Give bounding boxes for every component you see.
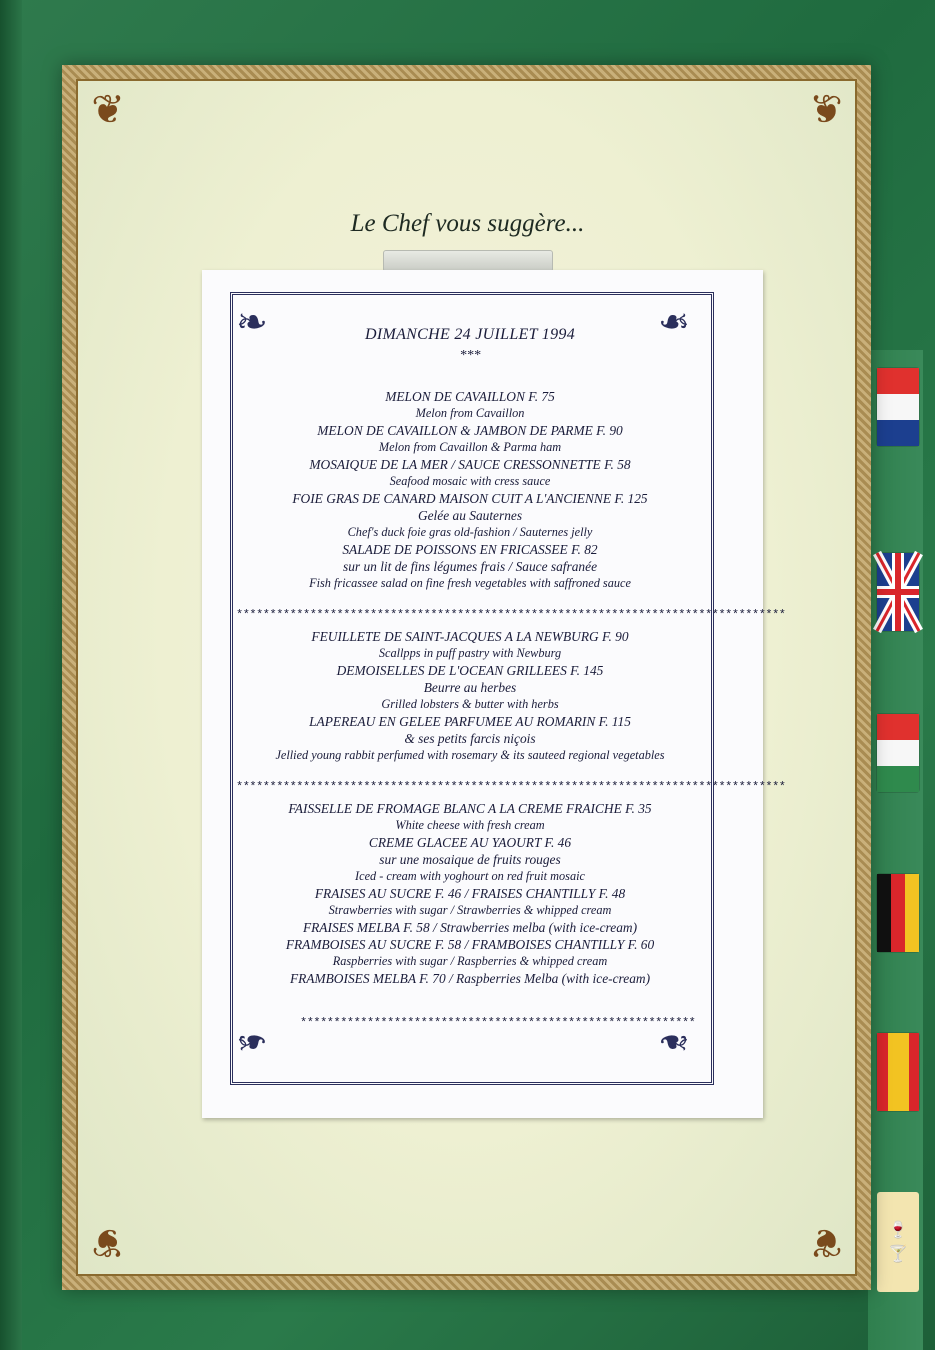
section-divider: ********************************************************************************** <box>236 608 786 622</box>
dish-line: LAPEREAU EN GELEE PARFUMEE AU ROMARIN F. 115 <box>309 714 631 729</box>
corner-ornament-bottom-left: ❦ <box>91 1219 125 1265</box>
flag-tab-spain[interactable] <box>877 1033 919 1111</box>
date-stars: *** <box>459 348 481 363</box>
flag-tab-france[interactable] <box>877 368 919 446</box>
flag-tab-uk[interactable] <box>877 553 919 631</box>
corner-ornament-bottom-right: ❦ <box>809 1219 843 1265</box>
menu-section-mains <box>232 628 708 764</box>
dish-translation: Iced - cream with yoghourt on red fruit mosaic <box>355 869 585 883</box>
union-jack-icon <box>877 553 919 631</box>
dish-line: DEMOISELLES DE L'OCEAN GRILLEES F. 145 <box>336 663 604 678</box>
dish-translation: Raspberries with sugar / Raspberries & whipped cream <box>332 954 608 968</box>
flag-tab-third[interactable] <box>877 714 919 792</box>
dish-translation: Chef's duck foie gras old-fashion / Sauternes jelly <box>347 525 593 539</box>
dish-line: CREME GLACEE AU YAOURT F. 46 <box>368 835 572 850</box>
cocktail-icon: 🍸 <box>888 1246 908 1263</box>
dish-line: sur une mosaique de fruits rouges <box>379 852 561 867</box>
dish-line: FRAMBOISES AU SUCRE F. 58 / FRAMBOISES CHANTILLY F. 60 <box>285 937 655 952</box>
dish-line: FRAISES MELBA F. 58 / Strawberries melba (with ice-cream) <box>302 920 638 935</box>
flag-tab-germany[interactable] <box>877 874 919 952</box>
dish-translation: Melon from Cavaillon <box>415 406 525 420</box>
binding-spine <box>0 0 22 1350</box>
dish-line: FRAISES AU SUCRE F. 46 / FRAISES CHANTILLY F. 48 <box>314 886 626 901</box>
menu-section-starters <box>232 388 708 592</box>
dish-translation: Scallpps in puff pastry with Newburg <box>378 646 562 660</box>
menu-date: DIMANCHE 24 JUILLET 1994 <box>364 326 576 343</box>
dish-line: MOSAIQUE DE LA MER / SAUCE CRESSONNETTE F. 58 <box>309 457 631 472</box>
bottom-divider: *********************************************************** <box>300 1016 696 1030</box>
corner-ornament-top-right: ❦ <box>809 87 843 133</box>
dish-line: Beurre au herbes <box>423 680 517 695</box>
dish-translation: Grilled lobsters & butter with herbs <box>381 697 559 711</box>
dish-line: SALADE DE POISSONS EN FRICASSEE F. 82 <box>342 542 598 557</box>
dish-translation: Melon from Cavaillon & Parma ham <box>378 440 562 454</box>
dish-translation: White cheese with fresh cream <box>395 818 545 832</box>
sheet-ornament-bottom-left: ❧ <box>236 1020 268 1064</box>
section-divider: ********************************************************************************** <box>236 780 786 794</box>
dish-line: MELON DE CAVAILLON & JAMBON DE PARME F. 90 <box>317 423 623 438</box>
sheet-holder-clip <box>383 250 553 272</box>
wine-glass-icon: 🍷 <box>888 1222 908 1239</box>
dish-translation: Jellied young rabbit perfumed with rosemary & its sauteed regional vegetables <box>275 748 665 762</box>
dish-line: sur un lit de fins légumes frais / Sauce safranée <box>342 559 598 574</box>
dish-line: MELON DE CAVAILLON F. 75 <box>385 389 555 404</box>
dish-translation: Seafood mosaic with cress sauce <box>389 474 551 488</box>
dish-line: & ses petits farcis niçois <box>404 731 536 746</box>
dish-translation: Fish fricassee salad on fine fresh vegetables with saffroned sauce <box>309 576 631 590</box>
drinks-tab[interactable] <box>877 1192 919 1292</box>
sheet-ornament-top-right: ❧ <box>658 300 690 344</box>
dish-line: FRAMBOISES MELBA F. 70 / Raspberries Melba (with ice-cream) <box>289 971 651 986</box>
corner-ornament-top-left: ❦ <box>91 87 125 133</box>
dish-line: FEUILLETE DE SAINT-JACQUES A LA NEWBURG F. 90 <box>311 629 629 644</box>
sheet-ornament-bottom-right: ❧ <box>658 1020 690 1064</box>
sheet-ornament-top-left: ❧ <box>236 300 268 344</box>
dish-translation: Strawberries with sugar / Strawberries & whipped cream <box>328 903 612 917</box>
dish-line: FAISSELLE DE FROMAGE BLANC A LA CREME FRAICHE F. 35 <box>288 801 652 816</box>
dish-line: Gelée au Sauternes <box>417 508 523 523</box>
dish-line: FOIE GRAS DE CANARD MAISON CUIT A L'ANCIENNE F. 125 <box>292 491 648 506</box>
page-title: Le Chef vous suggère... <box>350 210 585 237</box>
menu-section-desserts <box>232 800 708 987</box>
